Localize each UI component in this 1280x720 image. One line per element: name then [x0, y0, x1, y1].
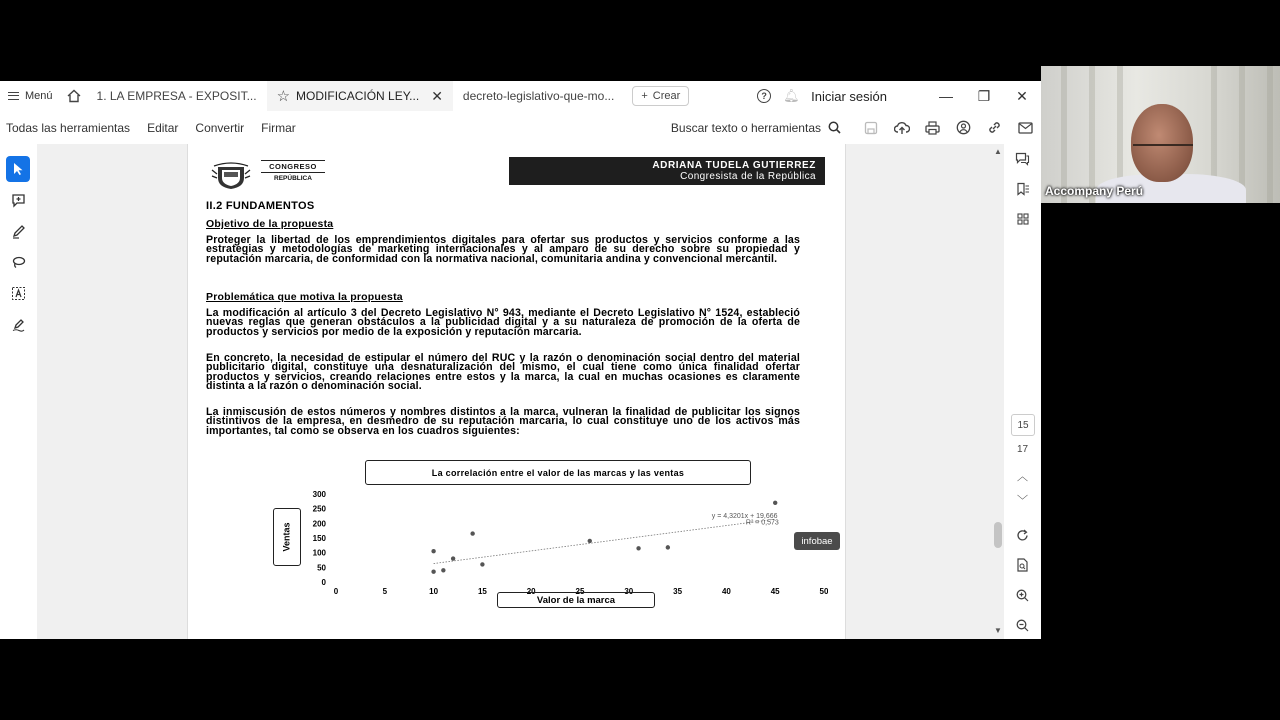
data-point	[431, 549, 435, 553]
thumbnails-panel-button[interactable]	[1004, 204, 1041, 234]
congresista-role: Congresista de la República	[680, 171, 816, 182]
y-tick-label: 200	[312, 519, 326, 529]
grid-icon	[1017, 213, 1029, 225]
speaker-glasses	[1133, 144, 1193, 156]
pen-icon	[11, 224, 26, 239]
speaker-head	[1131, 104, 1193, 182]
highlight-tool[interactable]	[6, 218, 30, 244]
save-icon[interactable]	[855, 111, 886, 144]
next-page-button[interactable]	[1004, 488, 1041, 512]
left-tool-rail	[0, 144, 37, 639]
help-icon[interactable]: ?	[757, 89, 771, 103]
data-point	[441, 568, 445, 572]
data-point	[431, 570, 435, 574]
chevron-down-icon: ﹀	[1017, 495, 1028, 507]
cursor-icon	[12, 162, 24, 176]
tab-decreto-legislativo[interactable]	[453, 81, 624, 111]
menu-label: Menú	[25, 90, 53, 102]
current-page-input[interactable]: 15	[1011, 414, 1035, 436]
x-tick-label: 35	[673, 587, 683, 596]
subheading-problematica: Problemática que motiva la propuesta	[206, 291, 403, 303]
new-tab-button[interactable]	[632, 86, 689, 106]
zoom-out-button[interactable]	[1004, 610, 1041, 639]
y-tick-label: 100	[312, 548, 326, 558]
link-icon[interactable]	[979, 111, 1010, 144]
paragraph-inmiscusion: La inmiscusión de estos números y nombres distintos a la marca, vulneran la finalidad de publicitar los signos distintivos de la empresa, en desmedro de su reputación marcaria, lo cual constituye uno de los activos más importantes, tal como se observa en los cuadros siguientes:	[206, 406, 800, 437]
x-tick-label: 30	[624, 587, 634, 596]
add-comment-tool[interactable]	[6, 187, 30, 213]
right-panel	[1004, 144, 1041, 639]
vertical-scrollbar[interactable]	[992, 144, 1004, 639]
zoom-in-icon	[1016, 589, 1029, 602]
pdf-page	[187, 144, 846, 639]
home-button[interactable]	[61, 81, 87, 111]
comment-icon	[11, 193, 26, 208]
hamburger-icon	[8, 92, 19, 100]
rotate-icon	[1016, 529, 1029, 542]
x-tick-label: 45	[770, 587, 780, 596]
tab-label: decreto-legislativo-que-mo...	[462, 89, 615, 103]
upload-cloud-icon[interactable]	[886, 111, 917, 144]
paragraph-modificacion: La modificación al artículo 3 del Decreto Legislativo N° 943, mediante el Decreto Legislativo N° 1524, estableció nuevas reglas que generan obstáculos a la publicidad digital y a su naturaleza de promoción de la oferta de productos y servicios por medio de la exposición y reputación marcaria.	[206, 307, 800, 338]
bookmarks-panel-button[interactable]	[1004, 174, 1041, 204]
scroll-thumb[interactable]	[994, 522, 1002, 548]
chart-x-label: Valor de la marca	[497, 592, 655, 608]
text-box-icon	[11, 286, 26, 301]
text-select-tool[interactable]	[6, 280, 30, 306]
scroll-up-arrow[interactable]: ▲	[994, 147, 1002, 156]
search-icon	[828, 121, 841, 134]
close-tab-icon[interactable]: ✕	[431, 87, 443, 104]
congreso-logo	[261, 158, 325, 190]
sign-in-link[interactable]: Iniciar sesión	[811, 88, 887, 104]
y-tick-label: 0	[321, 578, 326, 587]
congresista-banner	[509, 157, 825, 185]
x-tick-label: 25	[575, 587, 585, 596]
y-tick-label: 150	[312, 534, 326, 543]
webcam-name-label: Accompany Perú	[1045, 184, 1144, 198]
window-controls	[749, 81, 1041, 111]
logo-text-top: CONGRESO	[269, 162, 317, 171]
y-tick-label: 250	[312, 504, 326, 514]
tooltip: infobae	[794, 532, 840, 550]
share-user-icon[interactable]	[948, 111, 979, 144]
bell-icon[interactable]: 🔔︎	[783, 88, 800, 103]
section-heading: II.2 FUNDAMENTOS	[206, 200, 315, 212]
data-point	[773, 501, 777, 505]
sign-pen-icon	[11, 317, 26, 332]
paragraph-objetivo: Proteger la libertad de los emprendimientos digitales para ofertar sus productos y servicios conforme a las estrategias y metodologías de marketing internacionales y al amparo de su derecho sobre su propiedad y reputación marcaria, de conformidad con la normativa nacional, comunitaria andina y convencional mercantil.	[206, 234, 800, 265]
scroll-down-arrow[interactable]: ▼	[994, 626, 1002, 635]
subheading-objetivo: Objetivo de la propuesta	[206, 218, 334, 230]
new-tab-label: Crear	[652, 90, 681, 102]
menu-button[interactable]	[0, 81, 61, 111]
search-tools[interactable]	[671, 121, 841, 135]
paragraph-en-concreto: En concreto, la necesidad de estipular el número del RUC y la razón o denominación social dentro del material publicitario digital, constituye una desnaturalización del mismo, el cual tiene como única finalidad ofertar productos y servicios, creando relaciones entre estos y la marca, la cual en muchas ocasiones es claramente distinta a la razón o denominación social.	[206, 352, 800, 392]
congresista-name: ADRIANA TUDELA GUTIERREZ	[652, 160, 816, 171]
y-tick-label: 50	[317, 563, 326, 573]
rotate-button[interactable]	[1004, 520, 1041, 550]
trendline-equation: y = 4,3201x + 19,666	[711, 513, 778, 521]
print-icon[interactable]	[917, 111, 948, 144]
data-point	[588, 539, 592, 543]
x-tick-label: 40	[721, 587, 731, 596]
x-tick-label: 10	[429, 587, 439, 596]
email-icon[interactable]	[1010, 111, 1041, 144]
zoom-in-button[interactable]	[1004, 580, 1041, 610]
lasso-icon	[11, 255, 26, 270]
data-point	[666, 545, 670, 549]
close-window-button[interactable]: ✕	[1016, 87, 1028, 104]
plus-icon: +	[641, 90, 648, 102]
select-tool[interactable]	[6, 156, 30, 182]
sign-button[interactable]: Firmar	[261, 120, 296, 135]
page-search-icon	[1016, 558, 1029, 572]
edit-button[interactable]: Editar	[147, 120, 179, 135]
webcam-feed	[1041, 66, 1280, 203]
comments-icon	[1015, 152, 1030, 166]
logo-text-bottom: REPÚBLICA	[274, 175, 312, 182]
comments-panel-button[interactable]	[1004, 144, 1041, 174]
minimize-button[interactable]: —	[939, 88, 953, 104]
star-icon[interactable]: ☆	[276, 88, 291, 105]
x-tick-label: 0	[333, 587, 339, 596]
all-tools-button[interactable]: Todas las herramientas	[6, 120, 131, 135]
draw-tool[interactable]	[6, 249, 30, 275]
peru-coat-of-arms-logo	[210, 158, 252, 190]
data-point	[470, 531, 474, 535]
chevron-up-icon: ︿	[1017, 471, 1028, 483]
x-tick-label: 15	[477, 587, 487, 596]
y-tick-label: 300	[312, 490, 326, 499]
x-tick-label: 50	[819, 587, 828, 596]
toolbar	[0, 111, 1041, 144]
tab-label: MODIFICACIÓN LEY...	[296, 89, 420, 103]
previous-page-button[interactable]	[1004, 464, 1041, 488]
r-squared-label: R² = 0,573	[745, 519, 779, 527]
document-area[interactable]	[37, 144, 1004, 639]
chart-y-label: Ventas	[282, 522, 292, 552]
restore-button[interactable]: ❐	[977, 87, 991, 104]
tab-la-empresa[interactable]	[87, 81, 267, 111]
search-label: Buscar texto o herramientas	[670, 120, 821, 135]
convert-button[interactable]: Convertir	[195, 120, 245, 135]
home-icon	[67, 89, 81, 103]
zoom-out-icon	[1016, 619, 1029, 632]
data-point	[480, 562, 484, 566]
trendline	[434, 519, 776, 563]
fill-sign-tool[interactable]	[6, 311, 30, 337]
extract-page-button[interactable]	[1004, 550, 1041, 580]
x-tick-label: 20	[526, 587, 536, 596]
tab-label: 1. LA EMPRESA - EXPOSIT...	[96, 89, 257, 103]
total-pages: 17	[1016, 444, 1029, 455]
chart-title: La correlación entre el valor de las marcas y las ventas	[365, 460, 751, 485]
data-point	[451, 556, 455, 560]
bookmark-icon	[1016, 182, 1030, 196]
x-tick-label: 5	[382, 587, 388, 596]
data-point	[636, 546, 640, 550]
tab-bar	[0, 81, 1041, 111]
tab-modificacion-ley[interactable]	[267, 81, 453, 111]
pdf-viewer-window	[0, 81, 1041, 639]
